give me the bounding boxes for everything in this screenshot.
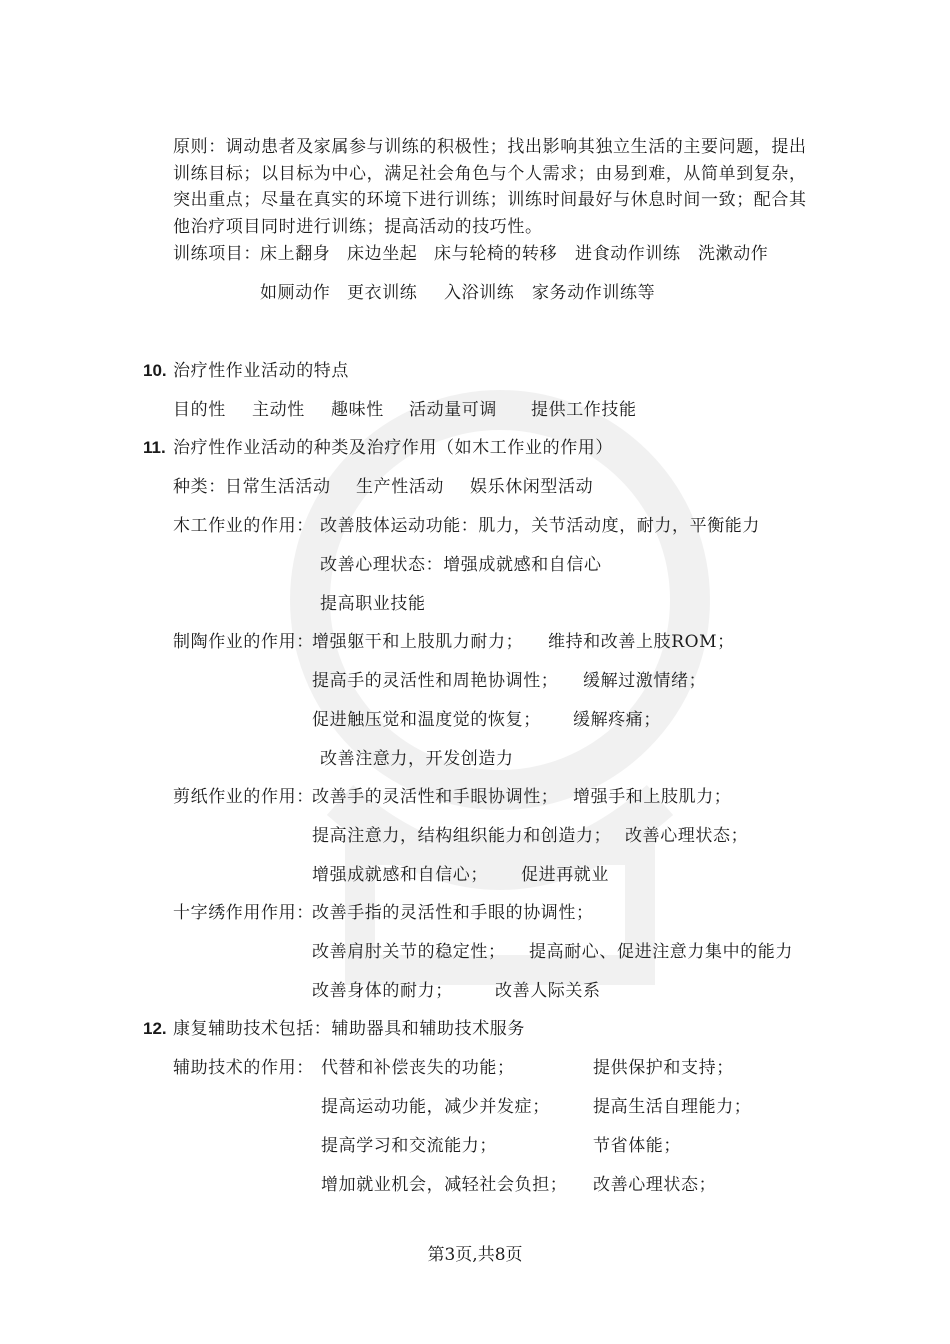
kind-item: 生产性活动 (356, 477, 444, 497)
assistive-item: 提高学习和交流能力； (321, 1136, 497, 1156)
training-item: 床上翻身 (260, 244, 331, 264)
embroidery-line: 改善人际关系 (495, 981, 601, 1001)
wood-line: 提高职业技能 (320, 594, 426, 614)
training-item: 床与轮椅的转移 (434, 244, 558, 264)
s10-item: 目的性 (173, 400, 226, 420)
training-item: 家务动作训练等 (532, 283, 656, 303)
training-label: 训练项目： (173, 244, 261, 264)
papercut-line: 提高注意力，结构组织能力和创造力； (312, 826, 612, 846)
embroidery-line: 提高耐心、促进注意力集中的能力 (529, 942, 793, 962)
wood-label: 木工作业的作用： (173, 516, 314, 536)
s10-item: 趣味性 (331, 400, 384, 420)
papercut-line: 改善心理状态； (625, 826, 749, 846)
papercut-label: 剪纸作业的作用： (173, 787, 314, 807)
training-item: 床边坐起 (347, 244, 418, 264)
training-item: 入浴训练 (444, 283, 515, 303)
section-11-title: 治疗性作业活动的种类及治疗作用（如木工作业的作用） (173, 438, 613, 458)
embroidery-line: 改善身体的耐力； (312, 981, 453, 1001)
embroidery-line: 改善手指的灵活性和手眼的协调性； (312, 903, 594, 923)
embroidery-label: 十字绣作用作用： (173, 903, 314, 923)
section-12-title: 康复辅助技术包括：辅助器具和辅助技术服务 (173, 1019, 525, 1039)
assistive-item: 提高运动功能，减少并发症； (321, 1097, 550, 1117)
training-item: 洗漱动作 (698, 244, 769, 264)
section-12-number: 12. (143, 1019, 167, 1038)
pottery-line: 增强躯干和上肢肌力耐力； (312, 632, 524, 652)
pottery-line: 改善注意力，开发创造力 (320, 749, 514, 769)
wood-line: 改善肢体运动功能：肌力，关节活动度，耐力，平衡能力 (320, 516, 760, 536)
page-footer: 第3页,共8页 (427, 1245, 523, 1265)
training-item: 更衣训练 (347, 283, 418, 303)
embroidery-line: 改善肩肘关节的稳定性； (312, 942, 506, 962)
training-item: 进食动作训练 (575, 244, 681, 264)
pottery-line: 缓解疼痛； (573, 710, 661, 730)
training-item: 如厕动作 (260, 283, 331, 303)
assistive-item: 提高生活自理能力； (593, 1097, 752, 1117)
assistive-item: 提供保护和支持； (593, 1058, 734, 1078)
papercut-line: 增强成就感和自信心； (312, 865, 488, 885)
kind-item: 日常生活活动 (225, 477, 331, 497)
pottery-line: 促进触压觉和温度觉的恢复； (312, 710, 541, 730)
assistive-item: 改善心理状态； (593, 1175, 717, 1195)
papercut-line: 改善手的灵活性和手眼协调性； (312, 787, 559, 807)
s10-item: 提供工作技能 (531, 400, 637, 420)
kinds-label: 种类： (173, 477, 226, 497)
wood-line: 改善心理状态：增强成就感和自信心 (320, 555, 602, 575)
s10-item: 活动量可调 (409, 400, 497, 420)
pottery-line: 缓解过激情绪； (583, 671, 707, 691)
kind-item: 娱乐休闲型活动 (470, 477, 594, 497)
assistive-item: 代替和补偿丧失的功能； (321, 1058, 515, 1078)
pottery-label: 制陶作业的作用： (173, 632, 314, 652)
principle-paragraph: 原则：调动患者及家属参与训练的积极性；找出影响其独立生活的主要问题，提出训练目标；以目标为中心，满足社会角色与个人需求；由易到难，从简单到复杂，突出重点；尽量在真实的环境下进行训练；训练时间最好与休息时间一致；配合其他治疗项目同时进行训练；提高活动的技巧性。 (173, 137, 807, 237)
assistive-item: 增加就业机会，减轻社会负担； (321, 1175, 568, 1195)
pottery-line: 提高手的灵活性和周艳协调性； (312, 671, 559, 691)
section-11-number: 11. (143, 438, 166, 457)
assistive-label: 辅助技术的作用： (173, 1058, 314, 1078)
papercut-line: 增强手和上肢肌力； (573, 787, 732, 807)
assistive-item: 节省体能； (593, 1136, 681, 1156)
s10-item: 主动性 (252, 400, 305, 420)
papercut-line: 促进再就业 (521, 865, 609, 885)
section-10-number: 10. (143, 361, 167, 380)
section-10-title: 治疗性作业活动的特点 (173, 361, 349, 381)
pottery-line: 维持和改善上肢ROM； (548, 632, 735, 652)
